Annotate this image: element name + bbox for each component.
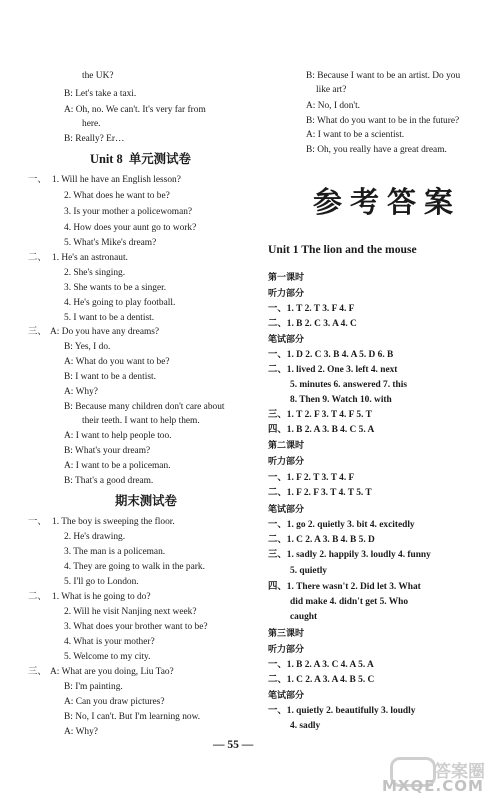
final-test-title: 期末测试卷 <box>115 493 177 508</box>
dialog-line: B: I'm painting. <box>64 682 123 692</box>
dialog-line: B: Yes, I do. <box>64 342 111 352</box>
dialog-line: the UK? <box>82 71 114 81</box>
answer-line: 一、1. quietly 2. beautifully 3. loudly <box>268 706 416 716</box>
section-heading: 笔试部分 <box>268 505 305 515</box>
unit1-title: Unit 1 The lion and the mouse <box>268 243 417 256</box>
section-heading: 听力部分 <box>268 457 305 467</box>
dialog-line: B: No, I can't. But I'm learning now. <box>64 712 201 722</box>
answer-line: 2. What does he want to be? <box>64 191 170 201</box>
answer-line: 5. Welcome to my city. <box>64 652 151 662</box>
dialog-line: A: I want to be a scientist. <box>306 130 405 140</box>
lesson-heading: 第二课时 <box>268 441 305 451</box>
answer-line: 8. Then 9. Watch 10. with <box>290 395 392 405</box>
dialog-line: B: Because many children don't care about <box>64 402 225 412</box>
section-heading: 听力部分 <box>268 645 305 655</box>
dialog-line: A: Do you have any dreams? <box>50 327 160 337</box>
answer-line: 二、1. C 2. A 3. A 4. B 5. C <box>268 675 375 685</box>
unit8-test-title: Unit 8 单元测试卷 <box>90 151 191 166</box>
dialog-line: A: I want to be a policeman. <box>64 461 171 471</box>
answer-line: 1. What is he going to do? <box>52 592 151 602</box>
watermark-logo <box>382 755 487 795</box>
answer-line: 3. Is your mother a policewoman? <box>64 207 193 217</box>
answer-line: 二、1. F 2. F 3. T 4. T 5. T <box>268 488 372 498</box>
section-mark: 二、 <box>28 253 47 263</box>
section-heading: 笔试部分 <box>268 691 305 701</box>
dialog-line: A: Can you draw pictures? <box>64 697 165 707</box>
watermark-chars: 答案圈 <box>434 762 485 782</box>
dialog-line: their teeth. I want to help them. <box>82 416 200 426</box>
dialog-line: A: What are you doing, Liu Tao? <box>50 667 174 677</box>
answer-line: caught <box>290 612 318 622</box>
dialog-line: B: Oh, you really have a great dream. <box>306 145 447 155</box>
answer-line: 四、1. B 2. A 3. B 4. C 5. A <box>268 425 375 435</box>
answer-line: 1. The boy is sweeping the floor. <box>52 517 175 527</box>
dialog-line: B: Because I want to be an artist. Do you <box>306 71 461 81</box>
dialog-line: A: Oh, no. We can't. It's very far from <box>64 105 206 115</box>
section-mark: 二、 <box>28 592 47 602</box>
answer-line: 5. minutes 6. answered 7. this <box>290 380 408 390</box>
answer-line: 4. They are going to walk in the park. <box>64 562 205 572</box>
dialog-line: A: I want to help people too. <box>64 431 172 441</box>
answer-line: 四、1. There wasn't 2. Did let 3. What <box>268 582 421 592</box>
lesson-heading: 第三课时 <box>268 629 305 639</box>
answer-line: 二、1. lived 2. One 3. left 4. next <box>268 365 398 375</box>
answer-line: 1. Will he have an English lesson? <box>52 175 181 185</box>
answer-line: 二、1. B 2. C 3. A 4. C <box>268 319 357 329</box>
answer-line: 2. Will he visit Nanjing next week? <box>64 607 197 617</box>
section-mark: 一、 <box>28 517 47 527</box>
answer-line: 二、1. C 2. A 3. B 4. B 5. D <box>268 535 375 545</box>
dialog-line: B: What's your dream? <box>64 446 151 456</box>
answer-line: 2. He's drawing. <box>64 532 126 542</box>
dialog-line: A: Why? <box>64 387 98 397</box>
dialog-line: B: That's a good dream. <box>64 476 154 486</box>
answer-line: 一、1. B 2. A 3. C 4. A 5. A <box>268 660 374 670</box>
dialog-line: A: What do you want to be? <box>64 357 170 367</box>
answer-line: 一、1. F 2. T 3. T 4. F <box>268 473 355 483</box>
answer-line: 一、1. go 2. quietly 3. bit 4. excitedly <box>268 520 415 530</box>
section-mark: 三、 <box>28 667 47 677</box>
dialog-line: B: Let's take a taxi. <box>64 89 137 99</box>
answer-line: 4. He's going to play football. <box>64 298 176 308</box>
answer-line: 三、1. sadly 2. happily 3. loudly 4. funny <box>268 550 431 560</box>
answer-key-heading: 参考答案 <box>313 185 462 219</box>
answer-line: 3. What does your brother want to be? <box>64 622 208 632</box>
dialog-line: here. <box>82 119 101 129</box>
answer-line: 5. I want to be a dentist. <box>64 313 155 323</box>
dialog-line: A: No, I don't. <box>306 101 361 111</box>
answer-line: did make 4. didn't get 5. Who <box>290 597 409 607</box>
answer-line: 4. What is your mother? <box>64 637 155 647</box>
lesson-heading: 第一课时 <box>268 273 305 283</box>
answer-line: 三、1. T 2. F 3. T 4. F 5. T <box>268 410 372 420</box>
answer-line: 2. She's singing. <box>64 268 126 278</box>
answer-line: 3. The man is a policeman. <box>64 547 166 557</box>
section-heading: 听力部分 <box>268 289 305 299</box>
page-number: — 55 — <box>213 739 254 751</box>
answer-line: 5. What's Mike's dream? <box>64 238 157 248</box>
section-mark: 一、 <box>28 175 47 185</box>
dialog-line: like art? <box>316 85 347 95</box>
section-mark: 三、 <box>28 327 47 337</box>
answer-line: 4. sadly <box>290 721 321 731</box>
answer-line: 5. quietly <box>290 566 327 576</box>
dialog-line: B: Really? Er… <box>64 134 125 144</box>
dialog-line: B: What do you want to be in the future? <box>306 116 460 126</box>
watermark-text: MXQE.COM <box>382 777 484 795</box>
answer-line: 1. He's an astronaut. <box>52 253 128 263</box>
answer-line: 4. How does your aunt go to work? <box>64 223 197 233</box>
dialog-line: B: I want to be a dentist. <box>64 372 156 382</box>
answer-line: 3. She wants to be a singer. <box>64 283 167 293</box>
answer-line: 一、1. T 2. T 3. F 4. F <box>268 304 355 314</box>
answer-line: 一、1. D 2. C 3. B 4. A 5. D 6. B <box>268 350 394 360</box>
answer-line: 5. I'll go to London. <box>64 577 139 587</box>
section-heading: 笔试部分 <box>268 335 305 345</box>
dialog-line: A: Why? <box>64 727 98 737</box>
